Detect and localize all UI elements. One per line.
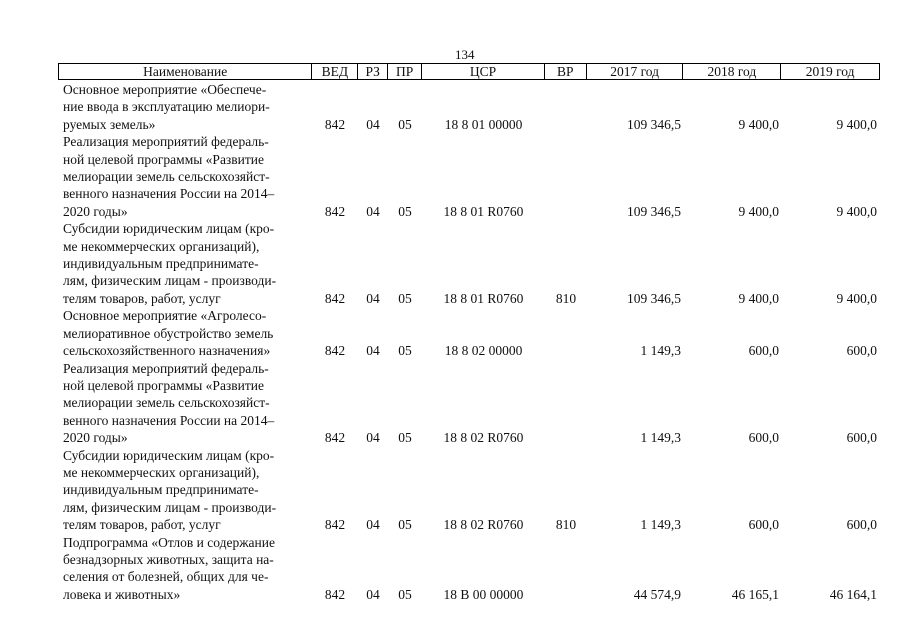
row-2017: 109 346,5 bbox=[627, 290, 681, 306]
row-rz: 04 bbox=[366, 517, 380, 533]
row-name-line: ме некоммерческих организаций), bbox=[63, 238, 260, 254]
row-name bbox=[58, 81, 312, 133]
row-rz: 04 bbox=[366, 343, 380, 359]
row-name-line: руемых земель» bbox=[63, 116, 156, 132]
row-2019: 600,0 bbox=[846, 430, 877, 446]
row-name-line: ловека и животных» bbox=[63, 586, 181, 602]
row-ved: 842 bbox=[324, 203, 346, 219]
row-name-line: мелиорации земель сельскохозяйст- bbox=[63, 395, 270, 411]
row-name-line: ной целевой программы «Развитие bbox=[63, 377, 264, 393]
row-csr: 18 8 02 00000 bbox=[444, 343, 523, 359]
row-2018: 600,0 bbox=[748, 430, 779, 446]
row-name-line: Основное мероприятие «Обеспече- bbox=[63, 82, 267, 97]
row-2017: 44 574,9 bbox=[633, 586, 681, 602]
row-2019: 9 400,0 bbox=[836, 203, 877, 219]
row-name bbox=[58, 534, 312, 604]
row-ved: 842 bbox=[324, 116, 346, 132]
row-rz: 04 bbox=[366, 116, 380, 132]
row-2019: 600,0 bbox=[846, 343, 877, 359]
row-name-line: селения от болезней, общих для че- bbox=[63, 569, 269, 585]
row-name-line: индивидуальным предпринимате- bbox=[63, 482, 259, 498]
row-2018: 9 400,0 bbox=[738, 290, 779, 306]
row-name-line: 2020 годы» bbox=[63, 203, 128, 219]
row-rz: 04 bbox=[366, 430, 380, 446]
row-2017: 109 346,5 bbox=[627, 203, 681, 219]
row-name-line: мелиорации земель сельскохозяйст- bbox=[63, 169, 270, 185]
row-pr: 05 bbox=[398, 517, 412, 533]
row-name-line: Реализация мероприятий федераль- bbox=[63, 360, 269, 376]
row-name-line: мелиоративное обустройство земель bbox=[63, 325, 274, 341]
row-csr: 18 В 00 00000 bbox=[443, 586, 524, 602]
row-name-line: лям, физическим лицам - производи- bbox=[63, 499, 277, 515]
row-csr: 18 8 01 R0760 bbox=[443, 203, 524, 219]
row-name bbox=[58, 447, 312, 534]
row-name bbox=[58, 133, 312, 220]
row-name bbox=[58, 307, 312, 359]
row-ved: 842 bbox=[324, 343, 346, 359]
row-name-line: телям товаров, работ, услуг bbox=[63, 290, 221, 306]
row-vr: 810 bbox=[555, 517, 577, 533]
row-name bbox=[58, 360, 312, 447]
header-2019: 2019 год bbox=[805, 64, 855, 79]
row-vr: 810 bbox=[555, 290, 577, 306]
row-name-line: лям, физическим лицам - производи- bbox=[63, 273, 277, 289]
row-name-line: индивидуальным предпринимате- bbox=[63, 256, 259, 272]
row-pr: 05 bbox=[398, 203, 412, 219]
row-2019: 600,0 bbox=[846, 517, 877, 533]
row-ved: 842 bbox=[324, 586, 346, 602]
row-2018: 9 400,0 bbox=[738, 116, 779, 132]
row-name-line: Основное мероприятие «Агролесо- bbox=[63, 308, 267, 324]
header-name: Наименование bbox=[59, 64, 312, 79]
table-row bbox=[58, 447, 880, 534]
row-name-line: ние ввода в эксплуатацию мелиори- bbox=[63, 99, 270, 115]
row-name-line: Субсидии юридическим лицам (кро- bbox=[63, 447, 275, 463]
table-row bbox=[58, 81, 880, 133]
header-vr: ВР bbox=[545, 64, 587, 79]
row-2019: 9 400,0 bbox=[836, 116, 877, 132]
row-rz: 04 bbox=[366, 586, 380, 602]
row-rz: 04 bbox=[366, 203, 380, 219]
row-csr: 18 8 02 R0760 bbox=[443, 517, 524, 533]
row-name-line: Субсидии юридическим лицам (кро- bbox=[63, 221, 275, 237]
row-name-line: венного назначения России на 2014– bbox=[63, 412, 275, 428]
row-2019: 46 164,1 bbox=[829, 586, 877, 602]
page-number: 134 bbox=[455, 47, 475, 62]
row-name-line: 2020 годы» bbox=[63, 430, 128, 446]
table-row bbox=[58, 220, 880, 307]
row-name bbox=[58, 220, 312, 307]
row-ved: 842 bbox=[324, 430, 346, 446]
row-ved: 842 bbox=[324, 517, 346, 533]
row-name-line: Подпрограмма «Отлов и содержание bbox=[63, 534, 275, 550]
header-2017: 2017 год bbox=[587, 64, 684, 79]
row-2018: 9 400,0 bbox=[738, 203, 779, 219]
row-2018: 46 165,1 bbox=[731, 586, 779, 602]
row-rz: 04 bbox=[366, 290, 380, 306]
row-csr: 18 8 02 R0760 bbox=[443, 430, 524, 446]
row-name-line: безнадзорных животных, защита на- bbox=[63, 551, 274, 567]
row-name-line: ной целевой программы «Развитие bbox=[63, 151, 264, 167]
row-pr: 05 bbox=[398, 430, 412, 446]
row-2017: 1 149,3 bbox=[640, 517, 681, 533]
row-name-line: сельскохозяйственного назначения» bbox=[63, 343, 271, 359]
table-body bbox=[58, 81, 880, 603]
header-rz: РЗ bbox=[358, 64, 388, 79]
table-row bbox=[58, 534, 880, 604]
row-pr: 05 bbox=[398, 116, 412, 132]
table-row bbox=[58, 307, 880, 359]
row-pr: 05 bbox=[398, 586, 412, 602]
row-pr: 05 bbox=[398, 343, 412, 359]
row-name-line: ме некоммерческих организаций), bbox=[63, 464, 260, 480]
header-csr: ЦСР bbox=[422, 64, 545, 79]
row-csr: 18 8 01 00000 bbox=[444, 116, 523, 132]
row-2018: 600,0 bbox=[748, 517, 779, 533]
row-2019: 9 400,0 bbox=[836, 290, 877, 306]
header-pr: ПР bbox=[388, 64, 422, 79]
row-2018: 600,0 bbox=[748, 343, 779, 359]
row-2017: 109 346,5 bbox=[627, 116, 681, 132]
header-ved: ВЕД bbox=[312, 64, 358, 79]
row-pr: 05 bbox=[398, 290, 412, 306]
table-row bbox=[58, 133, 880, 220]
row-name-line: телям товаров, работ, услуг bbox=[63, 517, 221, 533]
row-csr: 18 8 01 R0760 bbox=[443, 290, 524, 306]
row-2017: 1 149,3 bbox=[640, 430, 681, 446]
header-2018: 2018 год bbox=[683, 64, 781, 79]
row-name-line: Реализация мероприятий федераль- bbox=[63, 134, 269, 150]
table-row bbox=[58, 360, 880, 447]
row-name-line: венного назначения России на 2014– bbox=[63, 186, 275, 202]
table-header bbox=[58, 63, 880, 80]
row-ved: 842 bbox=[324, 290, 346, 306]
row-2017: 1 149,3 bbox=[640, 343, 681, 359]
